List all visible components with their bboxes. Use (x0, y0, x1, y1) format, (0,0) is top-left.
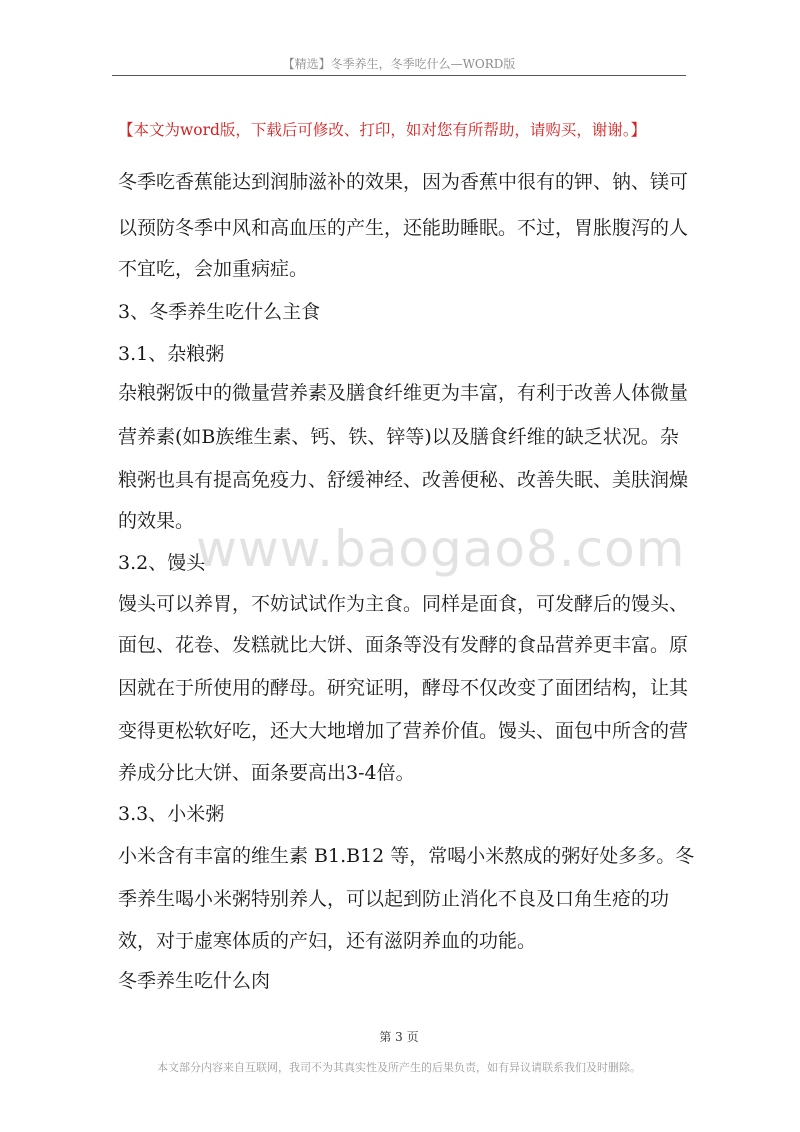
section-heading: 3、冬季养生吃什么主食 (118, 301, 321, 323)
paragraph-line: 粮粥也具有提高免疫力、舒缓神经、改善便秘、改善失眠、美肤润燥 (118, 469, 689, 491)
subsection-heading: 3.3、小米粥 (118, 803, 225, 825)
paragraph-line: 因就在于所使用的酵母。研究证明，酵母不仅改变了面团结构，让其 (118, 677, 689, 699)
paragraph-line: 养成分比大饼、面条要高出3-4倍。 (118, 762, 415, 784)
paragraph-line: 面包、花卷、发糕就比大饼、面条等没有发酵的食品营养更丰富。原 (118, 634, 689, 656)
paragraph-line: 不宜吃，会加重病症。 (118, 258, 309, 280)
paragraph-line: 冬季吃香蕉能达到润肺滋补的效果，因为香蕉中很有的钾、钠、镁可 (118, 171, 689, 193)
download-notice: 【本文为word版，下载后可修改、打印，如对您有所帮助，请购买，谢谢。】 (118, 121, 647, 139)
section-heading: 冬季养生吃什么肉 (118, 970, 271, 992)
paragraph-line: 杂粮粥饭中的微量营养素及膳食纤维更为丰富，有利于改善人体微量 (118, 382, 689, 404)
paragraph-line: 馒头可以养胃，不妨试试作为主食。同样是面食，可发酵后的馒头、 (118, 593, 689, 615)
paragraph-line: 效，对于虚寒体质的产妇，还有滋阴养血的功能。 (118, 930, 537, 952)
paragraph-line: 营养素(如B族维生素、钙、铁、锌等)以及膳食纤维的缺乏状况。杂 (118, 426, 679, 448)
paragraph-line: 小米含有丰富的维生素 B1.B12 等，常喝小米熬成的粥好处多多。冬 (118, 845, 695, 867)
subsection-heading: 3.2、馒头 (118, 552, 206, 574)
paragraph-line: 变得更松软好吃，还大大地增加了营养价值。馒头、面包中所含的营 (118, 720, 689, 742)
footer-disclaimer: 本文部分内容来自互联网，我司不为其真实性及所产生的后果负责，如有异议请联系我们及时删除。 (157, 1061, 641, 1074)
subsection-heading: 3.1、杂粮粥 (118, 343, 225, 365)
paragraph-line: 季养生喝小米粥特别养人，可以起到防止消化不良及口角生疮的功 (118, 888, 670, 910)
paragraph-line: 的效果。 (118, 510, 195, 532)
header-divider (112, 75, 686, 76)
watermark: www.baogao8.com (196, 520, 686, 578)
paragraph-line: 以预防冬季中风和高血压的产生，还能助睡眠。不过，胃胀腹泻的人 (118, 217, 689, 239)
page-header: 【精选】冬季养生，冬季吃什么—WORD版 (282, 57, 516, 71)
page-number: 第 3 页 (379, 1030, 419, 1044)
